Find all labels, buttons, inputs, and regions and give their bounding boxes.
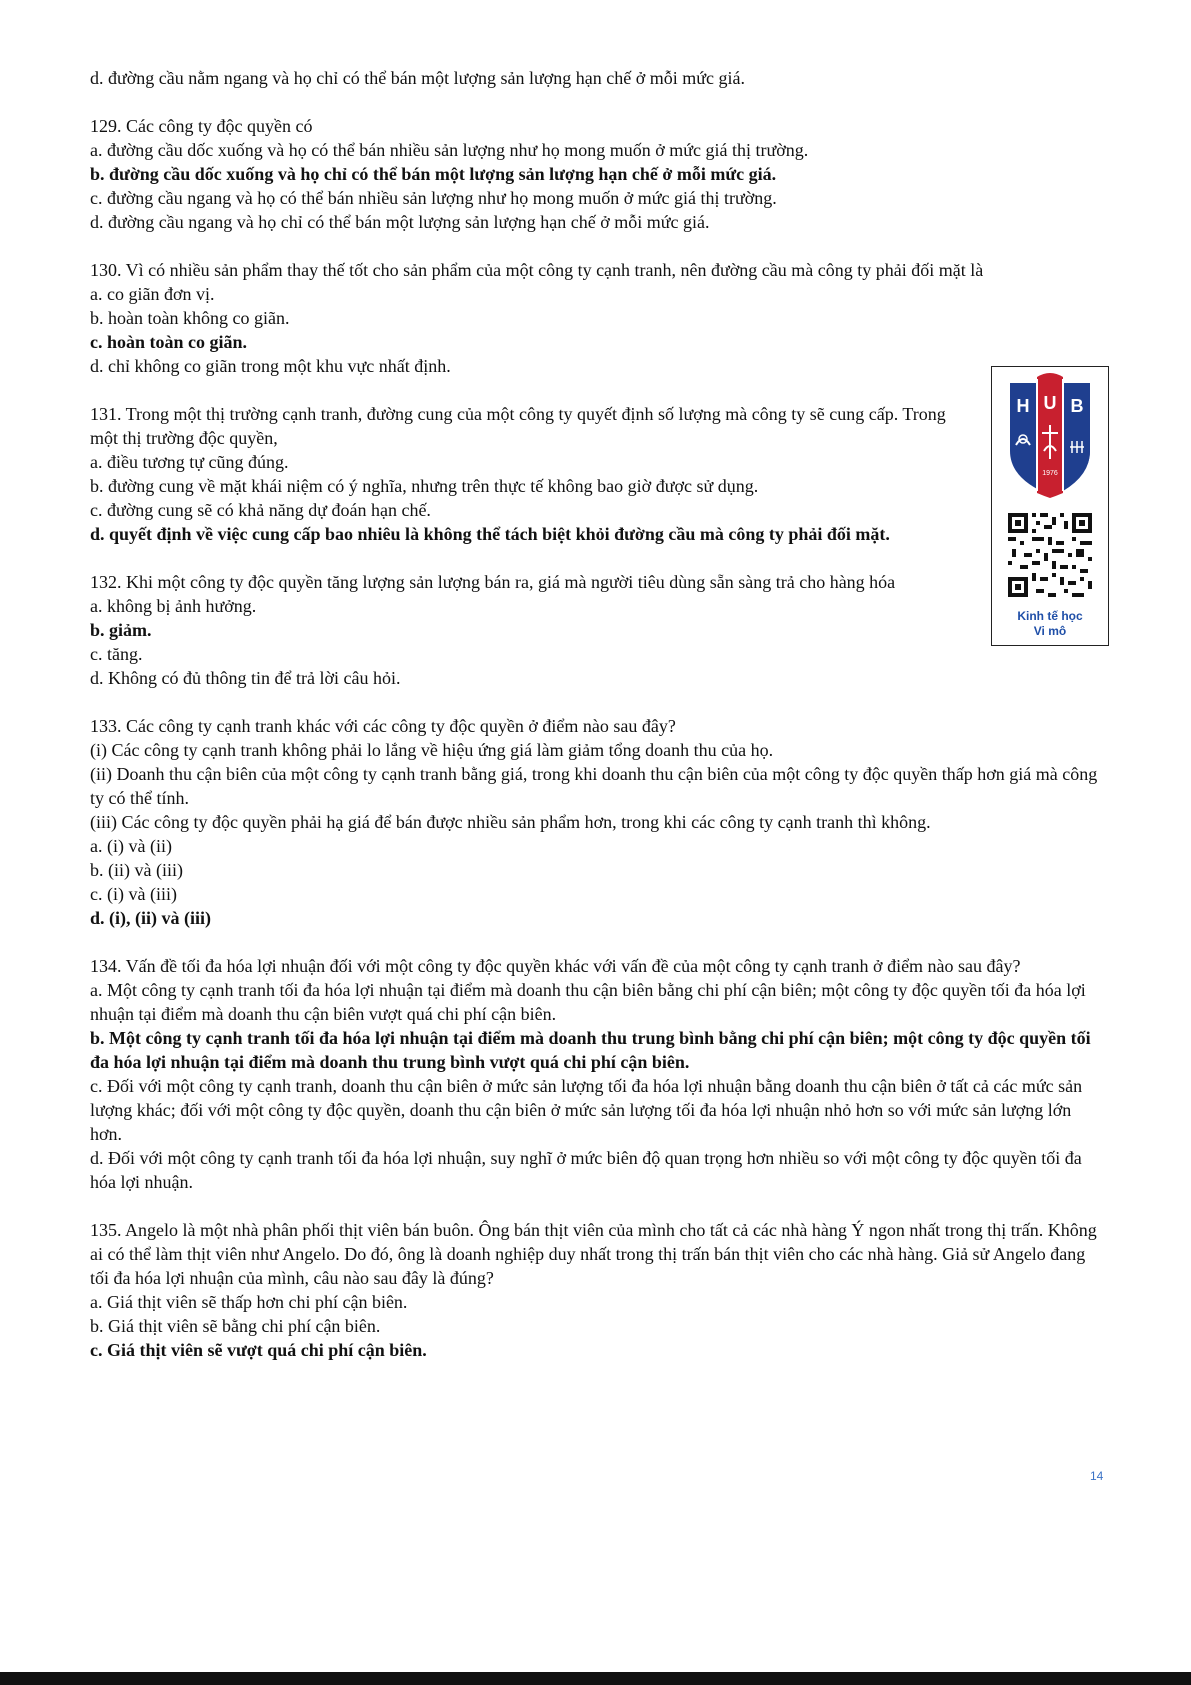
option-c: c. đường cầu ngang và họ có thể bán nhiều sản lượng như họ mong muốn ở mức giá thị trường. <box>90 188 777 208</box>
question-129 <box>90 114 1100 234</box>
statement-i: (i) Các công ty cạnh tranh không phải lo lắng về hiệu ứng giá làm giảm tổng doanh thu của họ. <box>90 740 774 760</box>
logo-year: 1976 <box>1042 470 1058 477</box>
option-a: a. đường cầu dốc xuống và họ có thể bán nhiều sản lượng như họ mong muốn ở mức giá thị trường. <box>90 140 809 160</box>
option-b: b. hoàn toàn không co giãn. <box>90 308 290 328</box>
option-d-answer: d. (i), (ii) và (iii) <box>90 908 211 928</box>
question-135 <box>90 1218 1100 1362</box>
logo-caption <box>992 609 1108 639</box>
option-d: d. đường cầu ngang và họ chỉ có thể bán một lượng sản lượng hạn chế ở mỗi mức giá. <box>90 212 710 232</box>
option-a: a. Một công ty cạnh tranh tối đa hóa lợi nhuận tại điểm mà doanh thu cận biên bằng chi phí cận biên; một công ty độc quyền tối đa hóa lợi nhuận tại điểm mà doanh thu cận biên vượt quá chi phí cận biên. <box>90 980 1086 1024</box>
logo-letter-u: U <box>1043 393 1057 413</box>
question-stem: 131. Trong một thị trường cạnh tranh, đường cung của một công ty quyết định số lượng mà công ty sẽ cung cấp. Trong một thị trường độc quyền, <box>90 404 946 448</box>
option-a: a. điều tương tự cũng đúng. <box>90 452 289 472</box>
statement-iii: (iii) Các công ty độc quyền phải hạ giá để bán được nhiều sản phẩm hơn, trong khi các công ty cạnh tranh thì không. <box>90 812 931 832</box>
hub-shield-icon <box>992 367 1108 607</box>
question-134 <box>90 954 1100 1194</box>
option-c: c. đường cung sẽ có khả năng dự đoán hạn chế. <box>90 500 431 520</box>
option-c: c. Đối với một công ty cạnh tranh, doanh thu cận biên ở mức sản lượng tối đa hóa lợi nhuận bằng doanh thu cận biên ở tất cả các mức sản lượng khác; đối với một công ty độc quyền, doanh thu cận biên ở mức sản lượng tối đa hóa lợi nhuận nhỏ hơn so với mức sản lượng lớn hơn. <box>90 1076 1083 1144</box>
option-c-answer: c. hoàn toàn co giãn. <box>90 332 248 352</box>
option-d-answer: d. quyết định về việc cung cấp bao nhiêu là không thể tách biệt khỏi đường cầu mà công ty phải đối mặt. <box>90 524 890 544</box>
question-stem: 130. Vì có nhiều sản phẩm thay thế tốt cho sản phẩm của một công ty cạnh tranh, nên đường cầu mà công ty phải đối mặt là <box>90 260 984 280</box>
question-stem: 134. Vấn đề tối đa hóa lợi nhuận đối với một công ty độc quyền khác với vấn đề của một công ty cạnh tranh ở điểm nào sau đây? <box>90 956 1021 976</box>
option-d: d. đường cầu nằm ngang và họ chỉ có thể bán một lượng sản lượng hạn chế ở mỗi mức giá. <box>90 68 745 88</box>
question-stem: 129. Các công ty độc quyền có <box>90 116 313 136</box>
option-a: a. không bị ảnh hưởng. <box>90 596 257 616</box>
option-b: b. (ii) và (iii) <box>90 860 183 880</box>
question-130 <box>90 258 1100 378</box>
question-132 <box>90 570 960 690</box>
page-number: 14 <box>1090 1469 1104 1483</box>
question-stem: 133. Các công ty cạnh tranh khác với các công ty độc quyền ở điểm nào sau đây? <box>90 716 676 736</box>
option-d: d. Không có đủ thông tin để trả lời câu hỏi. <box>90 668 401 688</box>
bottom-edge-bar <box>0 1672 1191 1685</box>
option-b-answer: b. giảm. <box>90 620 152 640</box>
question-131 <box>90 402 960 546</box>
option-d: d. chỉ không co giãn trong một khu vực nhất định. <box>90 356 451 376</box>
statement-ii: (ii) Doanh thu cận biên của một công ty cạnh tranh bằng giá, trong khi doanh thu cận biên của một công ty độc quyền thấp hơn giá mà công ty có thể tính. <box>90 764 1098 808</box>
option-a: a. (i) và (ii) <box>90 836 172 856</box>
logo-letter-h: H <box>1016 396 1030 416</box>
question-133 <box>90 714 1100 930</box>
option-b-answer: b. đường cầu dốc xuống và họ chỉ có thể bán một lượng sản lượng hạn chế ở mỗi mức giá. <box>90 164 777 184</box>
option-a: a. Giá thịt viên sẽ thấp hơn chi phí cận biên. <box>90 1292 408 1312</box>
hub-logo-panel <box>991 366 1109 646</box>
option-d: d. Đối với một công ty cạnh tranh tối đa hóa lợi nhuận, suy nghĩ ở mức biên độ quan trọng hơn nhiều so với một công ty độc quyền tối đa hóa lợi nhuận. <box>90 1148 1082 1192</box>
option-c: c. (i) và (iii) <box>90 884 177 904</box>
question-stem: 135. Angelo là một nhà phân phối thịt viên bán buôn. Ông bán thịt viên của mình cho tất cả các nhà hàng Ý ngon nhất trong thị trấn. Không ai có thể làm thịt viên như Angelo. Do đó, ông là doanh nghiệp duy nhất trong thị trấn bán thịt viên cho các nhà hàng. Giả sử Angelo đang tối đa hóa lợi nhuận của mình, câu nào sau đây là đúng? <box>90 1220 1097 1288</box>
question-list <box>90 66 1100 1362</box>
option-c: c. tăng. <box>90 644 143 664</box>
option-b-answer: b. Một công ty cạnh tranh tối đa hóa lợi nhuận tại điểm mà doanh thu trung bình bằng chi phí cận biên; một công ty độc quyền tối đa hóa lợi nhuận tại điểm mà doanh thu trung bình vượt quá chi phí cận biên. <box>90 1028 1091 1072</box>
option-a: a. co giãn đơn vị. <box>90 284 215 304</box>
logo-letter-b: B <box>1070 396 1084 416</box>
question-128-tail <box>90 66 1100 90</box>
qr-code-icon <box>1008 513 1092 597</box>
option-b: b. Giá thịt viên sẽ bằng chi phí cận biên. <box>90 1316 381 1336</box>
option-c-answer: c. Giá thịt viên sẽ vượt quá chi phí cận biên. <box>90 1340 427 1360</box>
question-stem: 132. Khi một công ty độc quyền tăng lượng sản lượng bán ra, giá mà người tiêu dùng sẵn sàng trả cho hàng hóa <box>90 572 896 592</box>
logo-caption-line1: Kinh tế học <box>1017 609 1083 623</box>
option-b: b. đường cung về mặt khái niệm có ý nghĩa, nhưng trên thực tế không bao giờ được sử dụng. <box>90 476 759 496</box>
logo-caption-line2: Vi mô <box>1033 624 1067 638</box>
